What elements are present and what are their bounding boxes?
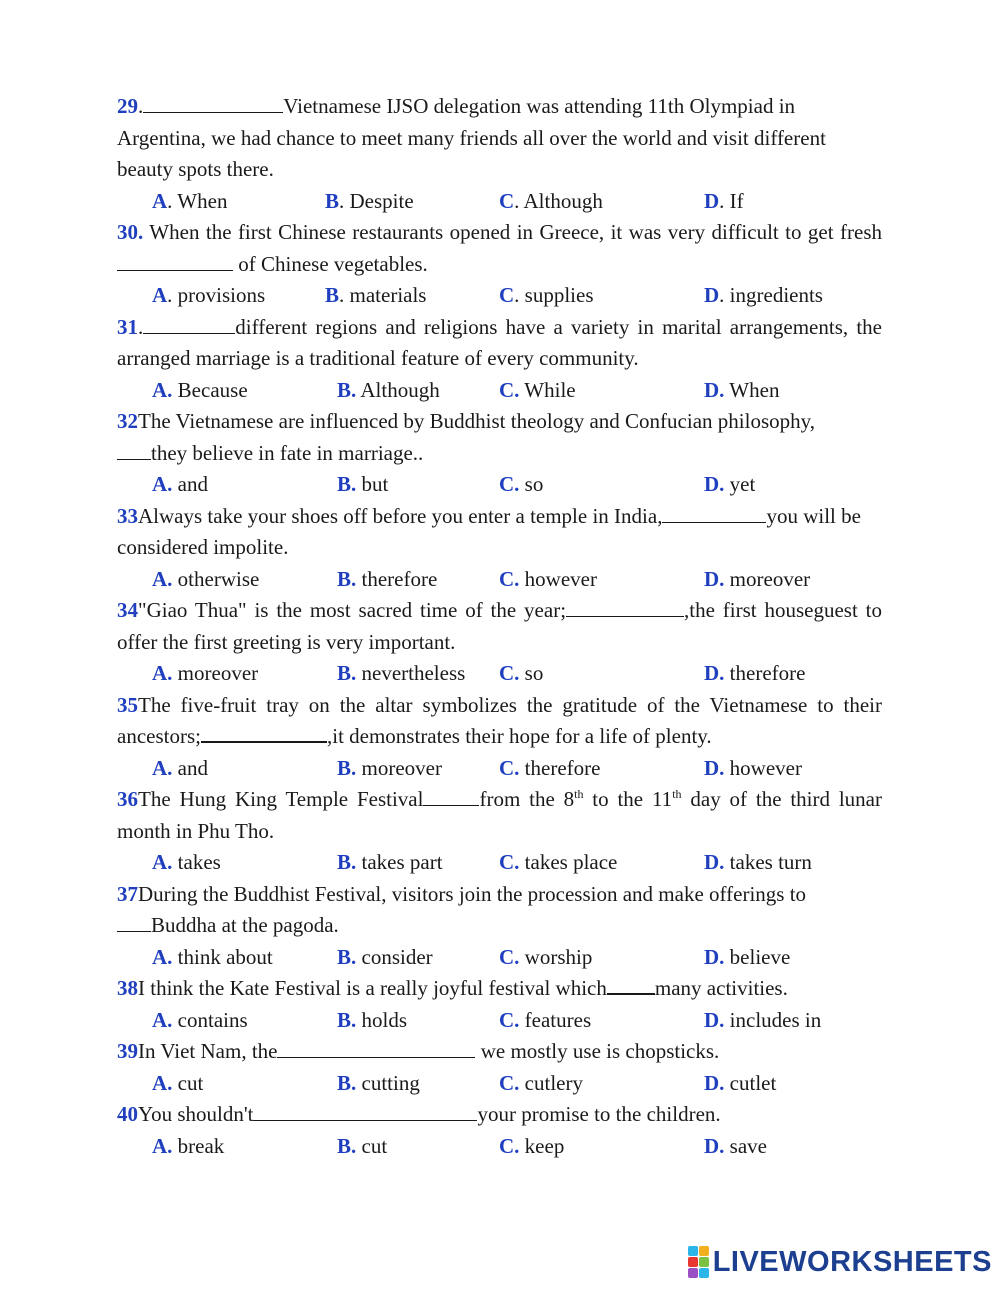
answer-blank[interactable] — [143, 94, 283, 113]
answer-blank[interactable] — [423, 787, 479, 806]
option-b[interactable]: B. therefore — [337, 566, 438, 591]
options-33 — [117, 564, 882, 596]
option-b[interactable]: B. materials — [325, 283, 427, 307]
option-d[interactable]: D. therefore — [704, 661, 806, 685]
liveworksheets-logo — [688, 1247, 992, 1277]
option-a[interactable]: A. and — [152, 755, 208, 780]
option-a[interactable]: A. break — [152, 1133, 225, 1158]
option-b[interactable]: B. moreover — [337, 755, 442, 780]
option-c[interactable]: C. worship — [499, 944, 593, 969]
logo-text: LIVEWORKSHEETS — [712, 1245, 992, 1278]
option-d[interactable]: D. takes turn — [704, 850, 812, 874]
option-a[interactable]: A. takes — [152, 850, 221, 874]
question-40: 40You shouldn't your promise to the children. — [117, 1102, 721, 1126]
option-c[interactable]: C. takes place — [499, 850, 618, 874]
option-c[interactable]: C. keep — [499, 1133, 565, 1158]
option-c[interactable]: C. Although — [499, 188, 603, 213]
question-36: 36The Hung King Temple Festival from the 8th to the 11th day of the third lunar month in Phu Tho. — [117, 787, 882, 843]
option-b[interactable]: B. consider — [337, 944, 433, 969]
logo-block — [688, 1257, 698, 1267]
options-30 — [117, 280, 882, 312]
option-a[interactable]: A. and — [152, 472, 208, 496]
worksheet-content — [117, 91, 882, 1162]
option-d[interactable]: D. cutlet — [704, 1070, 777, 1095]
question-37: 37During the Buddhist Festival, visitors join the procession and make offerings to Buddha at the pagoda. — [117, 881, 807, 937]
options-32 — [117, 469, 882, 501]
options-39 — [117, 1068, 882, 1100]
option-b[interactable]: B. Although — [337, 377, 440, 402]
option-d[interactable]: D. When — [704, 377, 780, 402]
question-38: 38I think the Kate Festival is a really joyful festival which many activities. — [117, 976, 788, 1000]
option-d[interactable]: D. If — [704, 188, 744, 213]
option-d[interactable]: D. believe — [704, 944, 791, 969]
option-b[interactable]: B. cut — [337, 1133, 388, 1158]
logo-block — [688, 1268, 698, 1278]
question-39: 39In Viet Nam, the we mostly use is chopsticks. — [117, 1039, 720, 1063]
question-31: 31. different regions and religions have a variety in marital arrangements, the arranged marriage is a traditional feature of every community. — [117, 314, 882, 370]
options-40 — [117, 1131, 882, 1163]
answer-blank[interactable] — [117, 252, 233, 271]
option-a[interactable]: A. moreover — [152, 661, 259, 685]
logo-block — [699, 1257, 709, 1267]
answer-blank[interactable] — [566, 598, 684, 617]
option-c[interactable]: C. features — [499, 1007, 592, 1032]
liveworksheets-logo-icon — [688, 1246, 709, 1278]
options-34 — [117, 658, 882, 690]
question-35: 35The five-fruit tray on the altar symbolizes the gratitude of the Vietnamese to their ancestors; ,it demonstrates their hope for a life of plenty. — [117, 692, 882, 748]
question-34: 34"Giao Thua" is the most sacred time of the year; ,the first houseguest to offer the first greeting is very important. — [117, 598, 882, 654]
answer-blank[interactable] — [143, 315, 235, 334]
question-33: 33Always take your shoes off before you enter a temple in India, you will be considered impolite. — [117, 503, 861, 559]
question-32: 32The Vietnamese are influenced by Buddhist theology and Confucian philosophy, they believe in fate in marriage.. — [117, 409, 816, 465]
question-30: 30. When the first Chinese restaurants opened in Greece, it was very difficult to get fresh of Chinese vegetables. — [117, 220, 882, 276]
options-37 — [117, 942, 882, 974]
answer-blank[interactable] — [662, 504, 766, 523]
answer-blank[interactable] — [201, 723, 327, 743]
option-a[interactable]: A. contains — [152, 1007, 248, 1032]
option-a[interactable]: A. Because — [152, 377, 248, 402]
option-b[interactable]: B. Despite — [325, 188, 414, 213]
options-35 — [117, 753, 882, 785]
option-d[interactable]: D. save — [704, 1133, 767, 1158]
option-c[interactable]: C. cutlery — [499, 1070, 583, 1095]
option-a[interactable]: A. When — [152, 188, 228, 213]
option-d[interactable]: D. yet — [704, 472, 756, 496]
options-38 — [117, 1005, 882, 1037]
option-d[interactable]: D. includes in — [704, 1007, 822, 1032]
answer-blank[interactable] — [117, 913, 151, 932]
option-c[interactable]: C. however — [499, 566, 597, 591]
option-b[interactable]: B. but — [337, 472, 389, 496]
option-c[interactable]: C. While — [499, 377, 576, 402]
answer-blank[interactable] — [117, 441, 151, 460]
logo-block — [699, 1268, 709, 1278]
logo-block — [699, 1246, 709, 1256]
option-c[interactable]: C. so — [499, 661, 544, 685]
logo-block — [688, 1246, 698, 1256]
option-c[interactable]: C. therefore — [499, 755, 601, 780]
option-d[interactable]: D. however — [704, 755, 802, 780]
option-c[interactable]: C. so — [499, 472, 544, 496]
answer-blank[interactable] — [277, 1039, 475, 1058]
option-d[interactable]: D. ingredients — [704, 283, 823, 307]
option-b[interactable]: B. cutting — [337, 1070, 420, 1095]
question-number: 29 — [117, 94, 138, 118]
options-36 — [117, 847, 882, 879]
option-b[interactable]: B. nevertheless — [337, 661, 466, 685]
question-29: 29. Vietnamese IJSO delegation was attending 11th Olympiad in Argentina, we had chance to meet many friends all over the world and visit different beauty spots there. — [117, 94, 826, 181]
option-d[interactable]: D. moreover — [704, 566, 811, 591]
option-b[interactable]: B. holds — [337, 1007, 408, 1032]
option-c[interactable]: C. supplies — [499, 283, 594, 307]
options-31 — [117, 375, 882, 407]
option-a[interactable]: A. provisions — [152, 283, 266, 307]
answer-blank[interactable] — [607, 975, 655, 995]
answer-blank[interactable] — [253, 1102, 477, 1121]
options-29 — [117, 186, 882, 218]
option-b[interactable]: B. takes part — [337, 850, 443, 874]
option-a[interactable]: A. otherwise — [152, 566, 260, 591]
option-a[interactable]: A. think about — [152, 944, 273, 969]
option-a[interactable]: A. cut — [152, 1070, 204, 1095]
